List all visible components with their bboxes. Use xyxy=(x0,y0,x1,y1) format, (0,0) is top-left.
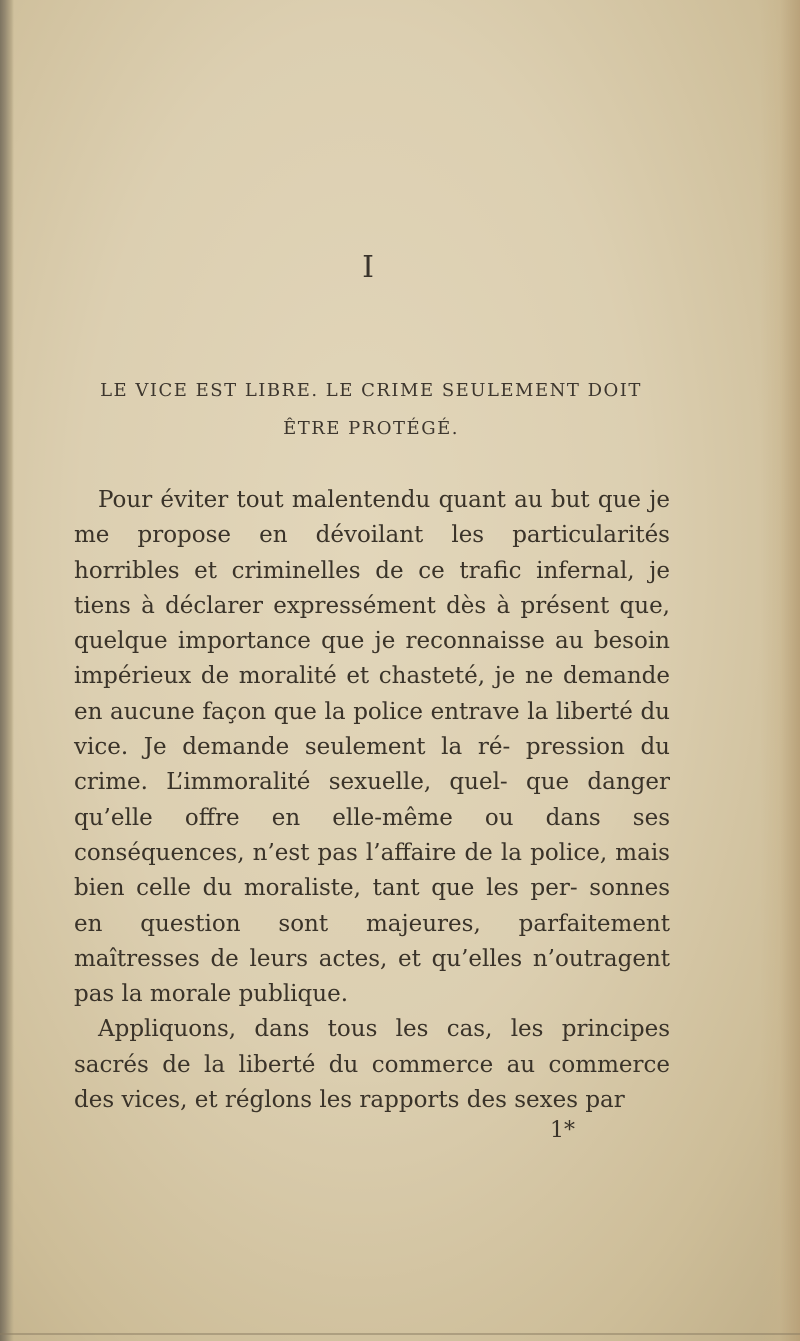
body-text xyxy=(74,483,670,1118)
chapter-title: LE VICE EST LIBRE. LE CRIME SEULEMENT DOIT ÊTRE PROTÉGÉ. xyxy=(100,380,642,439)
signature-mark: 1* xyxy=(550,1118,575,1143)
paragraph-2: Appliquons, dans tous les cas, les principes sacrés de la liberté du commerce au commerce des vices, et réglons les rapports des sexes par xyxy=(74,1016,670,1114)
page-binding-edge xyxy=(0,0,14,1341)
paragraph-1: Pour éviter tout malentendu quant au but que je me propose en dévoilant les particularités horribles et criminelles de ce trafic infernal, je tiens à déclarer expressément dès à présent que, quelque importance que je reconnaisse au besoin impérieux de moralité et chasteté, je ne demande en aucune façon que la police entrave la liberté du vice. Je demande seulement la ré- pression du crime. L’immoralité sexuelle, quel- que danger qu’elle offre en elle-même ou dans ses conséquences, n’est pas l’affaire de la police, mais bien celle du moraliste, tant que les per- sonnes en question sont majeures, parfaitement maîtresses de leurs actes, et qu’elles n’outragent pas la morale publique. xyxy=(74,487,670,1008)
page-right-edge xyxy=(760,0,800,1341)
chapter-number: I xyxy=(362,250,374,285)
page-bottom-line xyxy=(0,1333,800,1335)
